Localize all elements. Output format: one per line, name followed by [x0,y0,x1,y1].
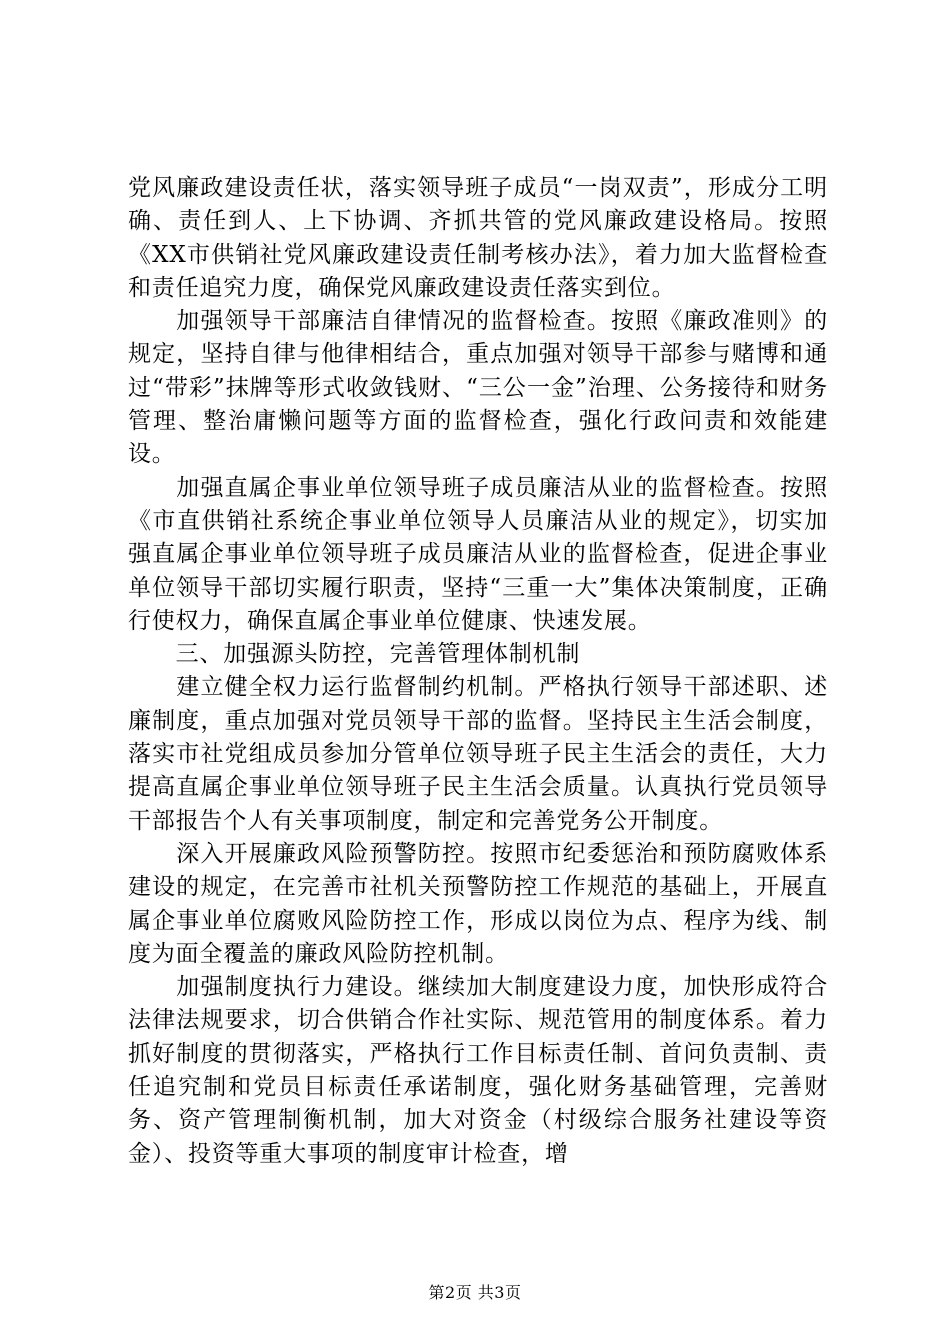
paragraph-responsibility-continuation: 党风廉政建设责任状，落实领导班子成员“一岗双责”，形成分工明确、责任到人、上下协调、齐抓共管的党风廉政建设格局。按照《XX市供销社党风廉政建设责任制考核办法》，着力加大监督检查和责任追究力度，确保党风廉政建设责任落实到位。 [128,175,828,301]
paragraph-enterprise-integrity-inspection: 加强直属企事业单位领导班子成员廉洁从业的监督检查。按照《市直供销社系统企事业单位领导人员廉洁从业的规定》，切实加强直属企事业单位领导班子成员廉洁从业的监督检查，促进企事业单位领导干部切实履行职责，坚持“三重一大”集体决策制度，正确行使权力，确保直属企事业单位健康、快速发展。 [128,474,828,634]
paragraph-risk-prevention: 深入开展廉政风险预警防控。按照市纪委惩治和预防腐败体系建设的规定，在完善市社机关预警防控工作规范的基础上，开展直属企事业单位腐败风险防控工作，形成以岗位为点、程序为线、制度为面全覆盖的廉政风险防控机制。 [128,840,828,967]
section-heading-source-control: 三、加强源头防控，完善管理体制机制 [128,641,581,668]
paragraph-power-supervision-mechanism: 建立健全权力运行监督制约机制。严格执行领导干部述职、述廉制度，重点加强对党员领导干部的监督。坚持民主生活会制度，落实市社党组成员参加分管单位领导班子民主生活会的责任，大力提高直属企事业单位领导班子民主生活会质量。认真执行党员领导干部报告个人有关事项制度，制定和完善党务公开制度。 [128,674,828,834]
paragraph-self-discipline-inspection: 加强领导干部廉洁自律情况的监督检查。按照《廉政准则》的规定，坚持自律与他律相结合，重点加强对领导干部参与赌博和通过“带彩”抹牌等形式收敛钱财、“三公一金”治理、公务接待和财务管理、整治庸懒问题等方面的监督检查，强化行政问责和效能建设。 [128,308,828,468]
document-body [128,172,828,1171]
page-number-footer: 第2页 共3页 [428,1283,522,1302]
paragraph-system-execution: 加强制度执行力建设。继续加大制度建设力度，加快形成符合法律法规要求，切合供销合作社实际、规范管用的制度体系。着力抓好制度的贯彻落实，严格执行工作目标责任制、首问负责制、责任追究制和党员目标责任承诺制度，强化财务基础管理，完善财务、资产管理制衡机制，加大对资金（村级综合服务社建设等资金）、投资等重大事项的制度审计检查，增 [128,974,828,1167]
